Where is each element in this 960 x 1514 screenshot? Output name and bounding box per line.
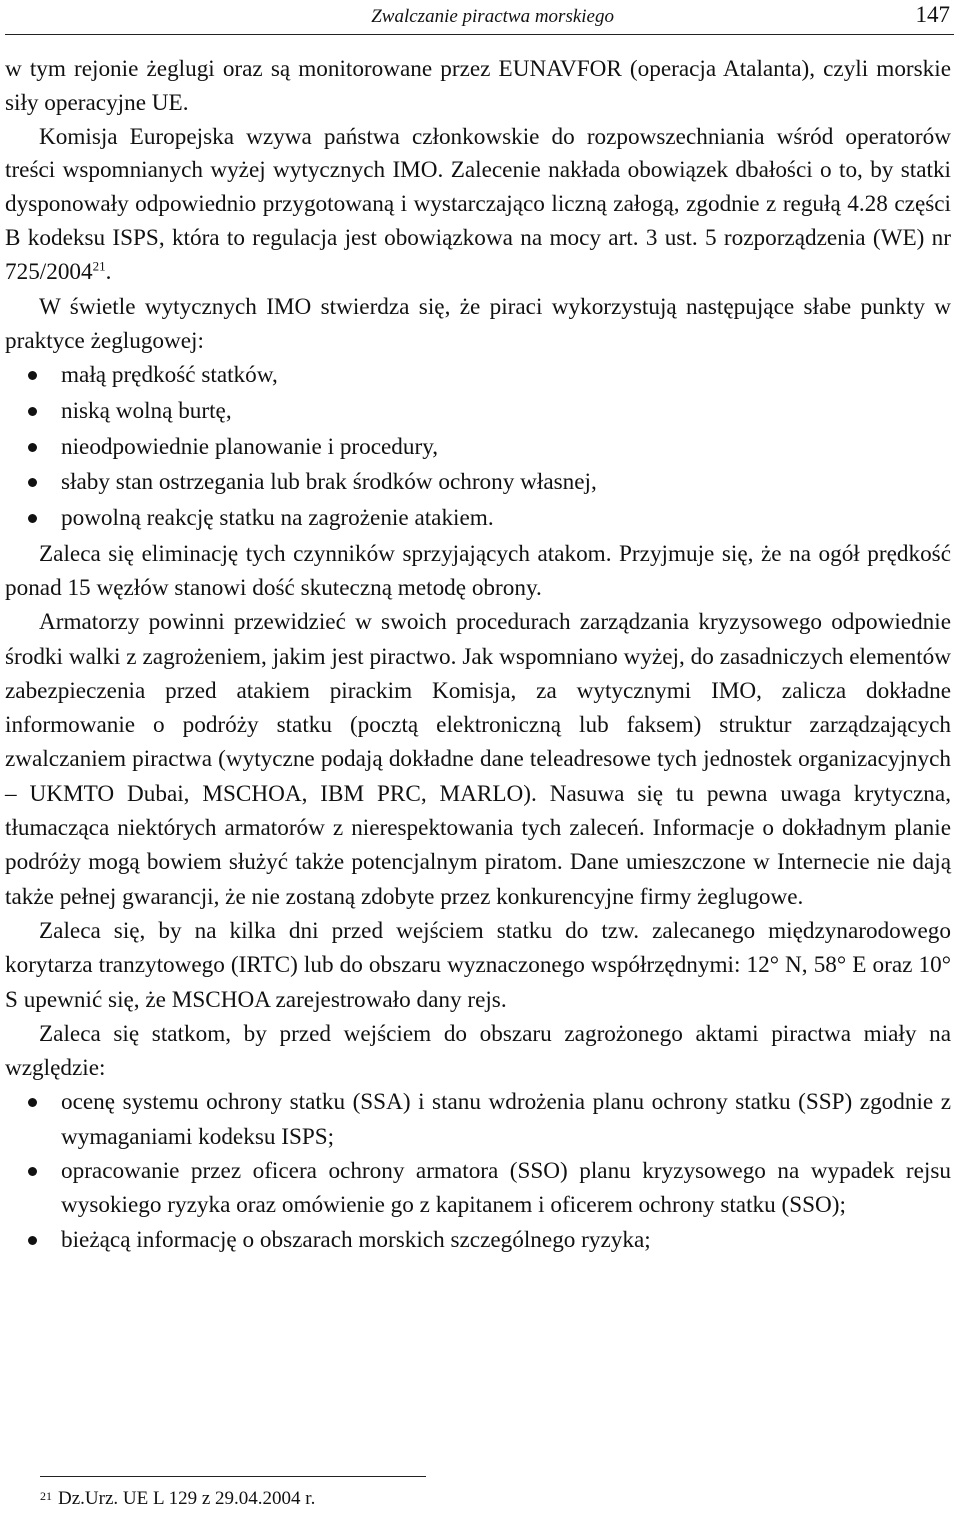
footnote-ref-21[interactable]: 21 bbox=[92, 258, 106, 274]
paragraph-6: Zaleca się, by na kilka dni przed wejściem statku do tzw. zalecanego międzynarodowego korytarza tranzytowego (IRTC) lub do obszaru wyznaczonego współrzędnymi: 12° N, 58° E oraz 10° S upewnić się, że MSCHOA zarejestrowało dany rejs. bbox=[5, 917, 951, 1013]
paragraph-4: Zaleca się eliminację tych czynników sprzyjających atakom. Przyjmuje się, że na ogół prędkość ponad 15 węzłów stanowi dość skuteczną metodę obrony. bbox=[5, 540, 951, 601]
page-number: 147 bbox=[915, 2, 950, 27]
recommendations-list bbox=[5, 1085, 951, 1256]
list-item: opracowanie przez oficera ochrony armatora (SSO) planu kryzysowego na wypadek rejsu wysokiego ryzyka oraz omówienie go z kapitanem i oficerem ochrony statku (SSO); bbox=[5, 1154, 951, 1223]
paragraph-5: Armatorzy powinni przewidzieć w swoich procedurach zarządzania kryzysowego odpowiednie środki walki z zagrożeniem, jakim jest piractwo. Jak wspomniano wyżej, do zasadniczych elementów zabezpieczenia przed atakiem pirackim Komisja, za wytycznymi IMO, zalicza dokładne informowanie o podróży statku (pocztą elektroniczną lub faksem) struktur zarządzających zwalczaniem piractwa (wytyczne podają dokładne dane teleadresowe tych jednostek organizacyjnych – UKMTO Dubai, MSCHOA, IBM PRC, MARLO). Nasuwa się tu pewna uwaga krytyczna, tłumacząca niektórych armatorów z nierespektowania tych zaleceń. Informacje o dokładnym planie podróży mogą bowiem służyć także potencjalnym piratom. Dane umieszczone w Internecie nie dają także pełnej gwarancji, że nie zostaną zdobyte przez konkurencyjne firmy żeglugowe. bbox=[5, 609, 951, 910]
footnote-21 bbox=[40, 1488, 315, 1510]
footnote-text: Dz.Urz. UE L 129 z 29.04.2004 r. bbox=[58, 1488, 316, 1509]
list-item: bieżącą informację o obszarach morskich szczególnego ryzyka; bbox=[5, 1223, 951, 1257]
paragraph-7: Zaleca się statkom, by przed wejściem do obszaru zagrożonego aktami piractwa miały na względzie: bbox=[5, 1020, 951, 1082]
running-header bbox=[5, 0, 954, 35]
running-title: Zwalczanie piractwa morskiego bbox=[371, 6, 614, 27]
bullet-icon bbox=[28, 478, 37, 487]
bullet-icon bbox=[28, 1167, 37, 1176]
bullet-icon bbox=[28, 407, 37, 416]
bullet-icon bbox=[28, 1098, 37, 1107]
paragraph-2-text: Komisja Europejska wzywa państwa członkowskie do rozpowszechniania wśród operatorów treści wspomnianych wyżej wytycznych IMO. Zalecenie nakłada obowiązek dbałości o to, by statki dysponowały odpowiednio przygotowaną i wystarczająco liczną załogą, zgodnie z regułą 4.28 części B kodeksu ISPS, która to regulacja jest obowiązkowa na mocy art. 3 ust. 5 rozporządzenia (WE) nr 725/2004 bbox=[5, 123, 951, 285]
bullet-icon bbox=[28, 514, 37, 523]
paragraph-2 bbox=[5, 121, 951, 290]
weak-points-list bbox=[5, 358, 951, 537]
bullet-icon bbox=[28, 443, 37, 452]
footnote-number: 21 bbox=[40, 1489, 52, 1503]
list-item: nieodpowiednie planowanie i procedury, bbox=[5, 430, 951, 466]
list-item: słaby stan ostrzegania lub brak środków ochrony własnej, bbox=[5, 465, 951, 501]
list-item: powolną reakcję statku na zagrożenie atakiem. bbox=[5, 501, 951, 537]
footnote-divider bbox=[40, 1476, 426, 1477]
list-item: ocenę systemu ochrony statku (SSA) i stanu wdrożenia planu ochrony statku (SSP) zgodnie z wymaganiami kodeksu ISPS; bbox=[5, 1085, 951, 1154]
body-text bbox=[5, 52, 951, 1257]
paragraph-1: w tym rejonie żeglugi oraz są monitorowane przez EUNAVFOR (operacja Atalanta), czyli morskie siły operacyjne UE. bbox=[5, 56, 951, 117]
bullet-icon bbox=[28, 1236, 37, 1245]
list-item: niską wolną burtę, bbox=[5, 394, 951, 430]
paragraph-3: W świetle wytycznych IMO stwierdza się, że piraci wykorzystują następujące słabe punkty w praktyce żeglugowej: bbox=[5, 293, 951, 354]
paragraph-2-end: . bbox=[105, 258, 112, 285]
list-item: małą prędkość statków, bbox=[5, 358, 951, 394]
bullet-icon bbox=[28, 371, 37, 380]
